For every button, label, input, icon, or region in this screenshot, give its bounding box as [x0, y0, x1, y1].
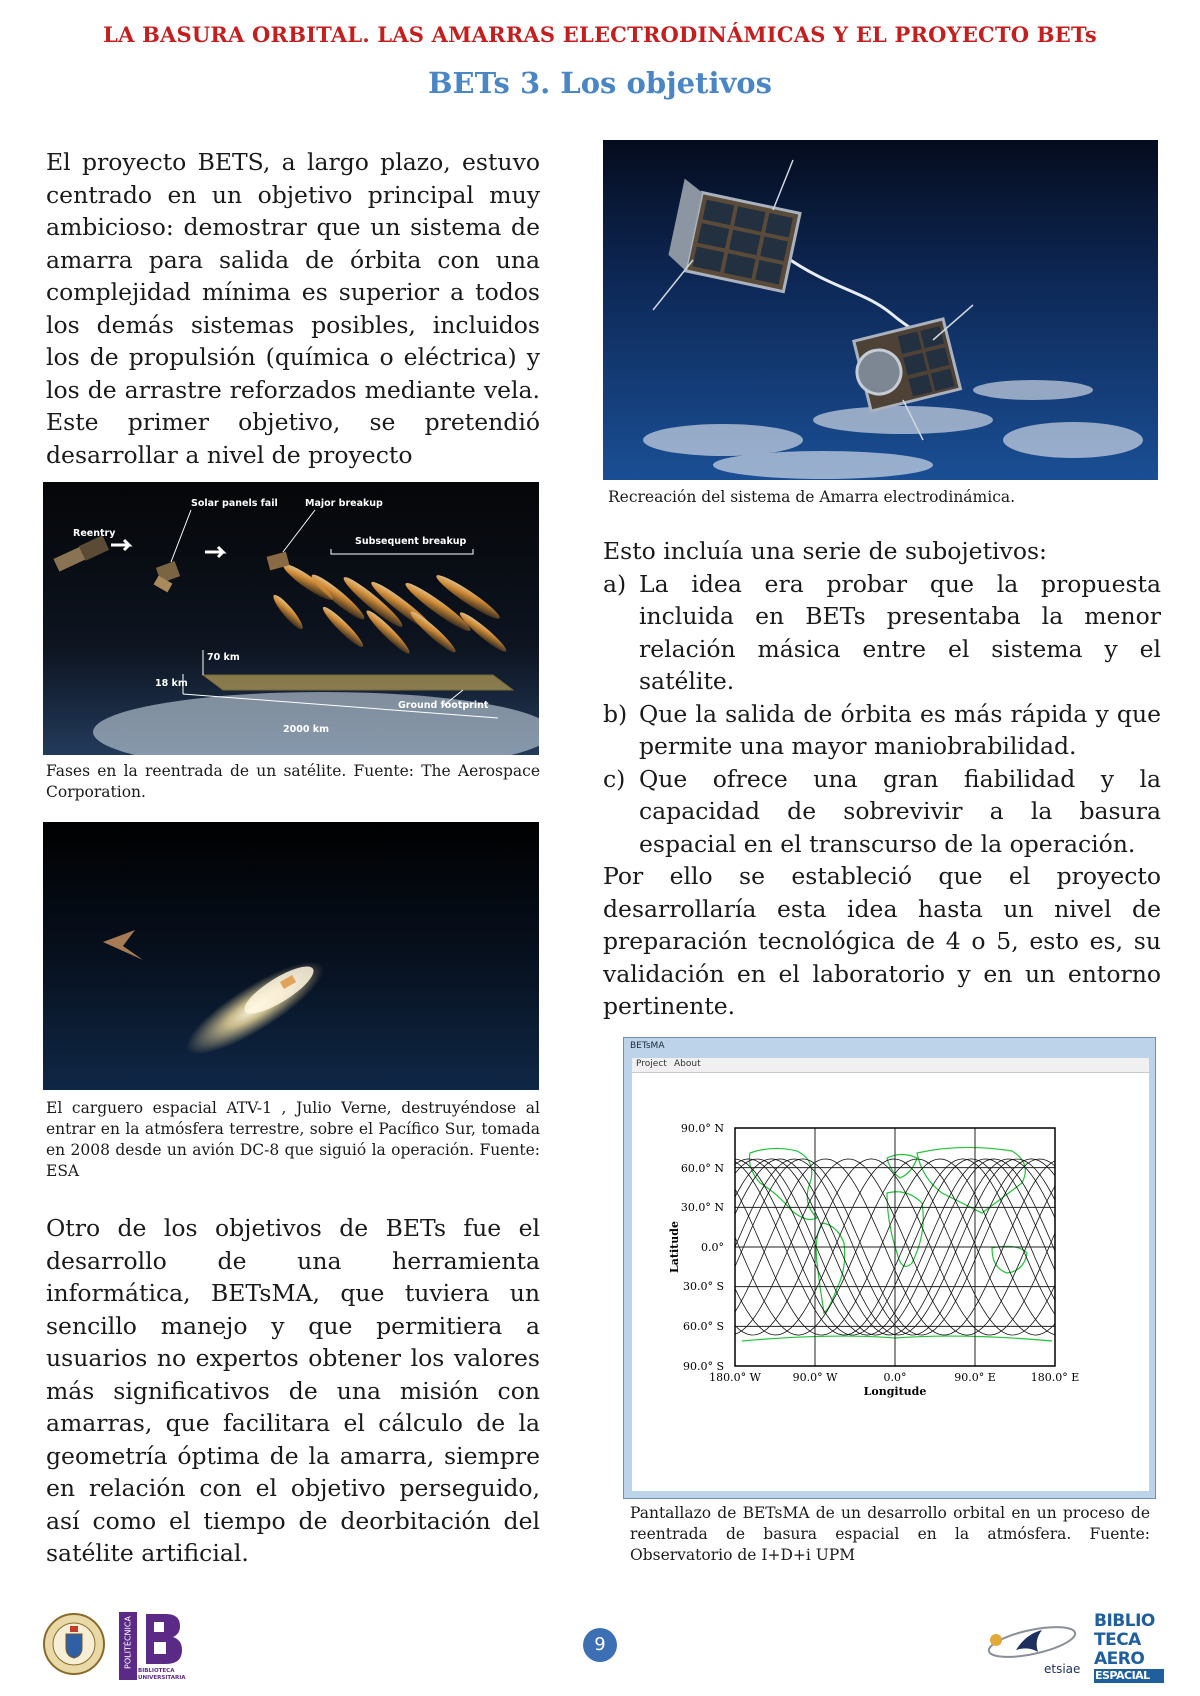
list-marker: c) [603, 764, 626, 793]
label-subsequent-breakup: Subsequent breakup [355, 536, 467, 547]
subobjectives-intro: Esto incluía una serie de subojetivos: [603, 537, 1047, 565]
bta-line: ESPACIAL [1094, 1669, 1164, 1683]
label-ground-footprint: Ground footprint [398, 700, 489, 711]
bta-line: TECA [1094, 1630, 1141, 1650]
ground-track-plot [632, 1073, 1149, 1491]
label-solar-panels-fail: Solar panels fail [191, 498, 278, 509]
list-item [603, 698, 1161, 763]
list-text: Que ofrece una gran fiabilidad y la capacidad de sobrevivir a la basura espacial en el transcurso de la operación. [639, 764, 1161, 858]
x-tick: 0.0° [883, 1371, 907, 1384]
y-tick: 90.0° S [682, 1360, 724, 1373]
intro-paragraph: El proyecto BETS, a largo plazo, estuvo centrado en un objetivo principal muy ambicioso: demostrar que un sistema de amarra para salida de órbita con una complejidad mínima es superior a todos los demás sistemas posibles, incluidos los de propulsión (química o eléctrica) y los de arrastre reforzados mediante vela. Este primer objetivo, se pretendió desarrollar a nivel de proyecto [46, 148, 540, 469]
label-major-breakup: Major breakup [305, 498, 383, 509]
list-item [603, 763, 1161, 861]
bta-line: BIBLIO [1094, 1611, 1155, 1631]
betsma-paragraph: Otro de los objetivos de BETs fue el desarrollo de una herramienta informática, BETsMA, que tuviera un sencillo manejo y que permitiera a usuarios no expertos obtener los valores más significativos de una misión con amarras, que facilitara el cálculo de la geometría óptima de la amarra, siempre en relación con el objetivo perseguido, así como el tiempo de deorbitación del satélite artificial. [46, 1214, 540, 1567]
y-tick: 30.0° N [680, 1201, 724, 1214]
coastline [917, 1147, 1025, 1213]
reentry-phases-image [43, 482, 539, 755]
window-title: BETsMA [630, 1041, 665, 1051]
x-tick: 90.0° E [954, 1371, 996, 1384]
y-tick: 90.0° N [680, 1122, 724, 1135]
y-tick: 60.0° S [682, 1320, 724, 1333]
list-text: La idea era probar que la propuesta incluida en BETs presentaba la menor relación másica entre el sistema y el satélite. [639, 569, 1161, 695]
coastline [887, 1192, 923, 1267]
x-tick: 180.0° E [1030, 1371, 1080, 1384]
y-axis-label: Latitude [668, 1221, 681, 1273]
menu-project[interactable]: Project [636, 1059, 667, 1069]
atv-caption: El carguero espacial ATV-1 , Julio Verne, destruyéndose al entrar en la atmósfera terrestre, sobre el Pacífico Sur, tomada en 2008 desde un avión DC-8 que siguió la operación. Fuente: ESA [46, 1099, 540, 1180]
page-number: 9 [583, 1628, 617, 1662]
list-marker: b) [603, 699, 628, 728]
coastline [742, 1336, 1052, 1341]
politecnica-label: POLITÉCNICA [123, 1616, 133, 1669]
upm-seal-logo [42, 1612, 106, 1676]
politecnica-band [119, 1612, 137, 1680]
label-18km: 18 km [155, 678, 188, 689]
subobjectives-block [603, 535, 1161, 1023]
section-title: BETs 3. Los objetivos [428, 66, 772, 100]
y-tick: 0.0° [701, 1241, 724, 1254]
coastline [992, 1246, 1027, 1273]
y-tick: 30.0° S [682, 1280, 724, 1293]
x-tick: 90.0° W [792, 1371, 838, 1384]
label-70km: 70 km [207, 652, 240, 663]
y-tick: 60.0° N [680, 1162, 724, 1175]
tether-caption: Recreación del sistema de Amarra electrodinámica. [608, 488, 1016, 506]
list-text: Que la salida de órbita es más rápida y que permite una mayor maniobrabilidad. [639, 699, 1161, 760]
bibliteca-aeroespacial-logo [1094, 1612, 1164, 1688]
reentry-caption: Fases en la reentrada de un satélite. Fuente: The Aerospace Corporation. [46, 762, 540, 801]
plot-area [632, 1073, 1149, 1491]
menu-bar [632, 1058, 1149, 1073]
list-marker: a) [603, 569, 627, 598]
document-header-title: LA BASURA ORBITAL. LAS AMARRAS ELECTRODINÁMICAS Y EL PROYECTO BETs [103, 22, 1097, 47]
subobjectives-list [603, 568, 1161, 861]
tether-system-image [603, 140, 1158, 480]
label-2000km: 2000 km [283, 724, 329, 735]
x-axis-label: Longitude [863, 1385, 927, 1398]
atv-reentry-image [43, 822, 539, 1090]
etsiae-logo [982, 1610, 1088, 1682]
bta-line: AERO [1094, 1649, 1145, 1669]
label-reentry: Reentry [73, 528, 116, 539]
betsma-window [623, 1037, 1156, 1499]
biblioteca-b-logo [142, 1612, 186, 1666]
etsiae-label: etsiae [1044, 1662, 1081, 1676]
menu-about[interactable]: About [674, 1059, 701, 1069]
x-tick: 180.0° W [709, 1371, 761, 1384]
betsma-caption: Pantallazo de BETsMA de un desarrollo orbital en un proceso de reentrada de basura espacial en la atmósfera. Fuente: Observatorio de I+D+i UPM [630, 1504, 1150, 1564]
biblioteca-label: BIBLIOTECA UNIVERSITARIA [138, 1668, 186, 1681]
closing-paragraph: Por ello se estableció que el proyecto desarrollaría esta idea hasta un nivel de preparación tecnológica de 4 o 5, esto es, su validación en el laboratorio y en un entorno pertinente. [603, 862, 1161, 1020]
list-item [603, 568, 1161, 698]
